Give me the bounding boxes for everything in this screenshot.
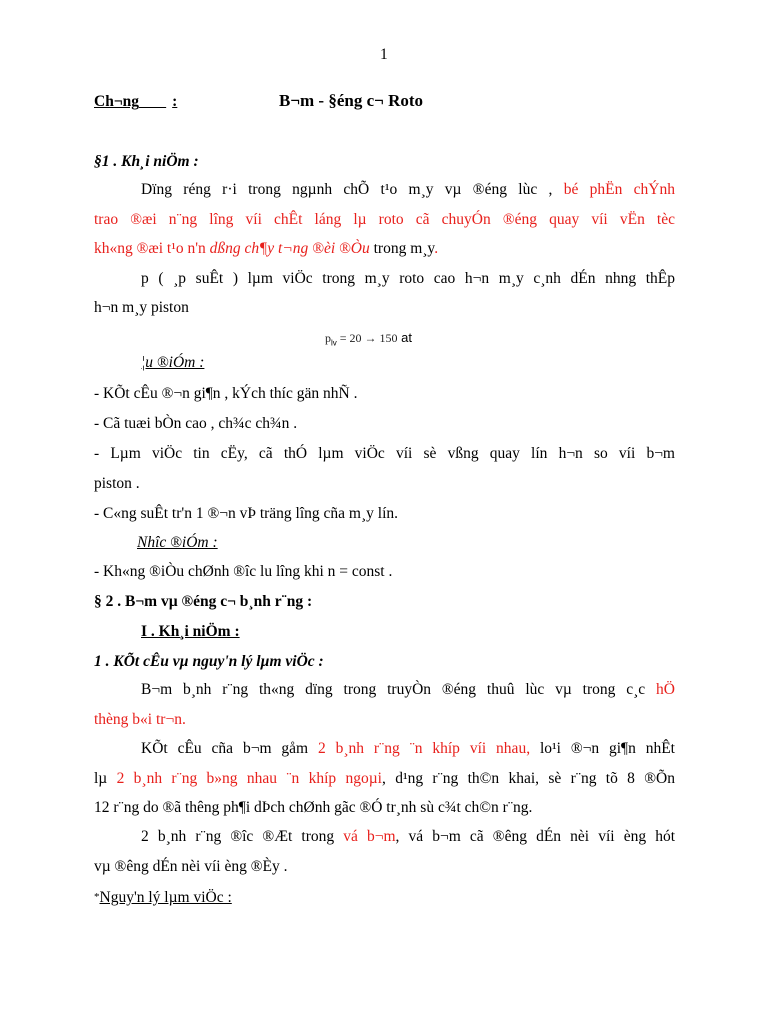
s2-p2-line2: [94, 769, 675, 789]
s2-p1-highlight: hÖ: [656, 681, 675, 698]
s1-p1-line1: [141, 180, 675, 200]
advantage-4: - C«ng suÊt tr'n 1 ®¬n vÞ träng lîng cña m¸y lín.: [94, 505, 399, 522]
s2-p3-l1-b: , vá b¬m cã ®êng dÉn nèi víi èng hót: [395, 828, 675, 845]
s2-p2-line3: 12 r¨ng do ®ã thêng ph¶i dÞch chØnh gãc ®Ó tr¸nh sù c¾t ch©n r¨ng.: [94, 799, 533, 816]
s2-p2-l1-red: 2 b¸nh r¨ng ¨n khíp víi nhau,: [317, 740, 531, 757]
s1-p1-l3-italic: dßng ch¶y t¬ng ®èi ®Òu: [209, 240, 370, 257]
s2-p2-l1-b: lo¹i ®¬n gi¶n nhÊt: [530, 740, 675, 757]
advantages-heading: ¦u ®iÓm :: [141, 354, 205, 371]
disadvantages-heading: Nhîc ®iÓm :: [137, 534, 218, 551]
chapter-title: B¬m - §éng c¬ Roto: [279, 91, 424, 110]
s2-p2-l2-b: , d¹ng r¨ng th©n khai, sè r¨ng tõ 8 ®Õn: [381, 770, 675, 787]
s1-p1-line3: [94, 239, 438, 259]
chapter-word: Ch¬ng: [94, 93, 140, 110]
s1-p1-l3-black: trong m¸y: [369, 240, 435, 257]
s2-p3-l1-red: vá b¬m: [343, 828, 396, 845]
s1-p1-line2: trao ®æi n¨ng lîng víi chÊt láng lµ roto cã chuyÓn ®éng quay víi vËn tèc: [94, 211, 675, 228]
principle-heading: [94, 887, 232, 908]
s1-p1-highlight: bé phËn chÝnh: [563, 181, 675, 198]
s2-p1-line2: thèng b«i tr¬n.: [94, 711, 186, 728]
s2-p2-l2-a: lµ: [94, 770, 117, 787]
s2-p3-line1: [141, 827, 675, 847]
s1-p2-line2: h¬n m¸y piston: [94, 299, 189, 316]
page-number: 1: [380, 46, 388, 63]
principle-star: *: [94, 891, 100, 903]
principle-text: Nguy'n lý lµm viÖc :: [99, 889, 232, 906]
s2-p2-line1: [141, 739, 675, 759]
section-1-heading: §1 . Kh¸i niÖm :: [94, 153, 199, 170]
s2-p1-text: B¬m b¸nh r¨ng th«ng dïng trong truyÒn ®éng thuû lùc vµ trong c¸c: [141, 681, 657, 698]
section-2-heading: § 2 . B¬m vµ ®éng c¬ b¸nh r¨ng :: [94, 593, 313, 610]
disadvantage-1: - Kh«ng ®iÒu chØnh ®îc lu lîng khi n = const .: [94, 563, 393, 580]
s2-p1-line1: [141, 680, 675, 700]
advantage-3-line1: - Lµm viÖc tin cËy, cã thÓ lµm viÖc víi sè vßng quay lín h¬n so víi b¬m: [94, 445, 675, 462]
chapter-blank: [139, 93, 166, 110]
advantage-2: - Cã tuæi bÒn cao , ch¾c ch¾n .: [94, 415, 298, 432]
s1-p1-l3-dot: .: [434, 240, 439, 257]
s2-p3-l1-a: 2 b¸nh r¨ng ®îc ®Æt trong: [141, 828, 344, 845]
s1-p2-line1: p ( ¸p suÊt ) lµm viÖc trong m¸y roto cao h¬n m¸y c¸nh dÉn nhng thÊp: [141, 270, 675, 287]
s2-p2-l1-a: KÕt cÊu cña b¬m gåm: [141, 740, 318, 757]
chapter-colon: :: [172, 93, 178, 110]
formula-p: p: [325, 331, 331, 345]
s1-p1-text: Dïng réng r·i trong ngµnh chÕ t¹o m¸y vµ ®éng lùc ,: [141, 181, 564, 198]
formula-unit: at: [397, 330, 413, 345]
formula-sub: lv: [331, 338, 337, 348]
s1-p1-l3-red: kh«ng ®æi t¹o n'n: [94, 240, 210, 257]
s2-p3-line2: vµ ®êng dÉn nèi víi èng ®Èy .: [94, 858, 288, 875]
subsection-I-heading: I . Kh¸i niÖm :: [141, 623, 240, 640]
formula-eq: = 20 → 150: [336, 331, 398, 345]
advantage-1: - KÕt cÊu ®¬n gi¶n , kÝch thíc gän nhÑ .: [94, 385, 358, 402]
s2-p2-l2-red: 2 b¸nh r¨ng b»ng nhau ¨n khíp ngoµi: [116, 770, 382, 787]
subsection-1-heading: 1 . KÕt cÊu vµ nguy'n lý lµm viÖc :: [94, 653, 324, 670]
chapter-label: [94, 92, 177, 112]
advantage-3-line2: piston .: [94, 475, 140, 492]
pressure-formula: [325, 328, 412, 354]
